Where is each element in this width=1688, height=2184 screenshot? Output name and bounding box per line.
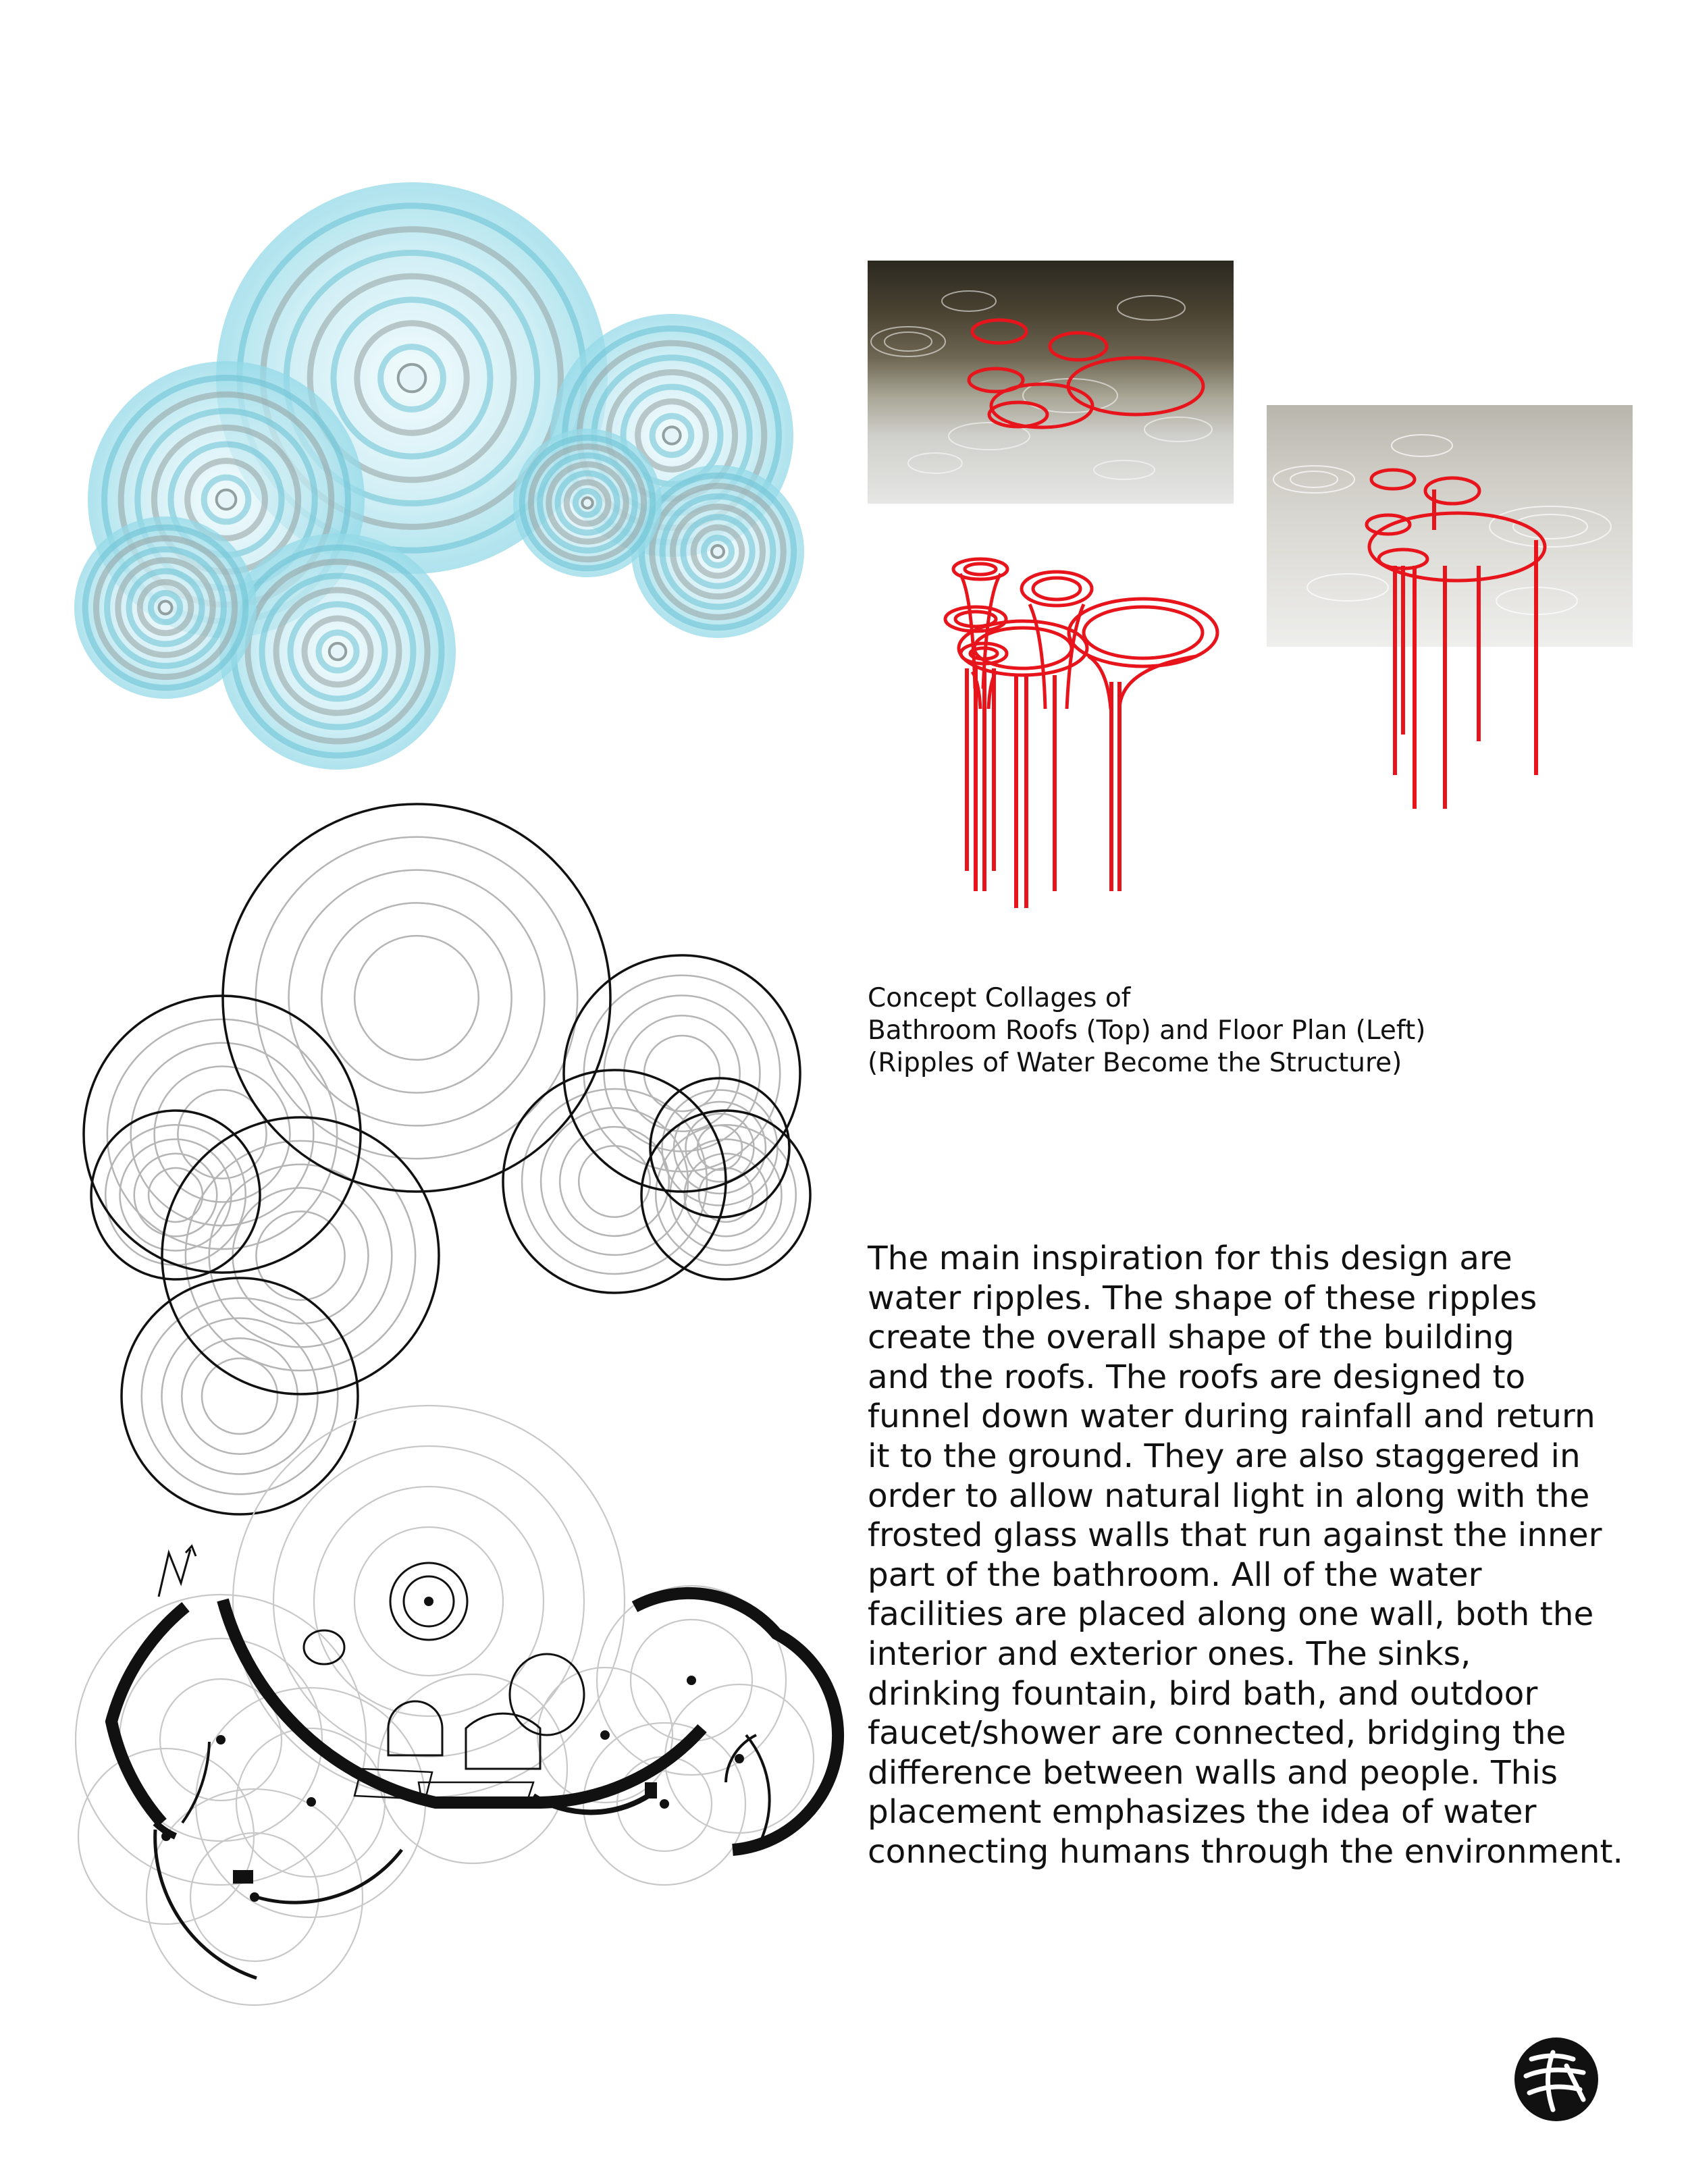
description-line: it to the ground. They are also staggered in: [868, 1437, 1581, 1475]
description-line: faucet/shower are connected, bridging the: [868, 1714, 1566, 1753]
description-line: part of the bathroom. All of the water: [868, 1555, 1482, 1594]
description-line: drinking fountain, bird bath, and outdoor: [868, 1674, 1538, 1713]
description-line: water ripples. The shape of these ripples: [868, 1279, 1537, 1317]
description-line: facilities are placed along one wall, both the: [868, 1595, 1594, 1634]
description-line: interior and exterior ones. The sinks,: [868, 1634, 1471, 1673]
description-line: create the overall shape of the building: [868, 1319, 1514, 1357]
description-line: order to allow natural light in along with the: [868, 1476, 1590, 1515]
caption-line-3: (Ripples of Water Become the Structure): [868, 1048, 1402, 1078]
description-line: The main inspiration for this design are: [868, 1240, 1512, 1277]
description-line: funnel down water during rainfall and return: [868, 1397, 1595, 1436]
description-line: frosted glass walls that run against the inner: [868, 1516, 1602, 1555]
description-line: placement emphasizes the idea of water: [868, 1793, 1537, 1832]
caption-line-2: Bathroom Roofs (Top) and Floor Plan (Left): [868, 1015, 1426, 1046]
caption-line-1: Concept Collages of: [868, 983, 1131, 1013]
description-line: difference between walls and people. This: [868, 1753, 1558, 1792]
description-line: and the roofs. The roofs are designed to: [868, 1358, 1526, 1396]
description-line: connecting humans through the environment.: [868, 1832, 1623, 1871]
